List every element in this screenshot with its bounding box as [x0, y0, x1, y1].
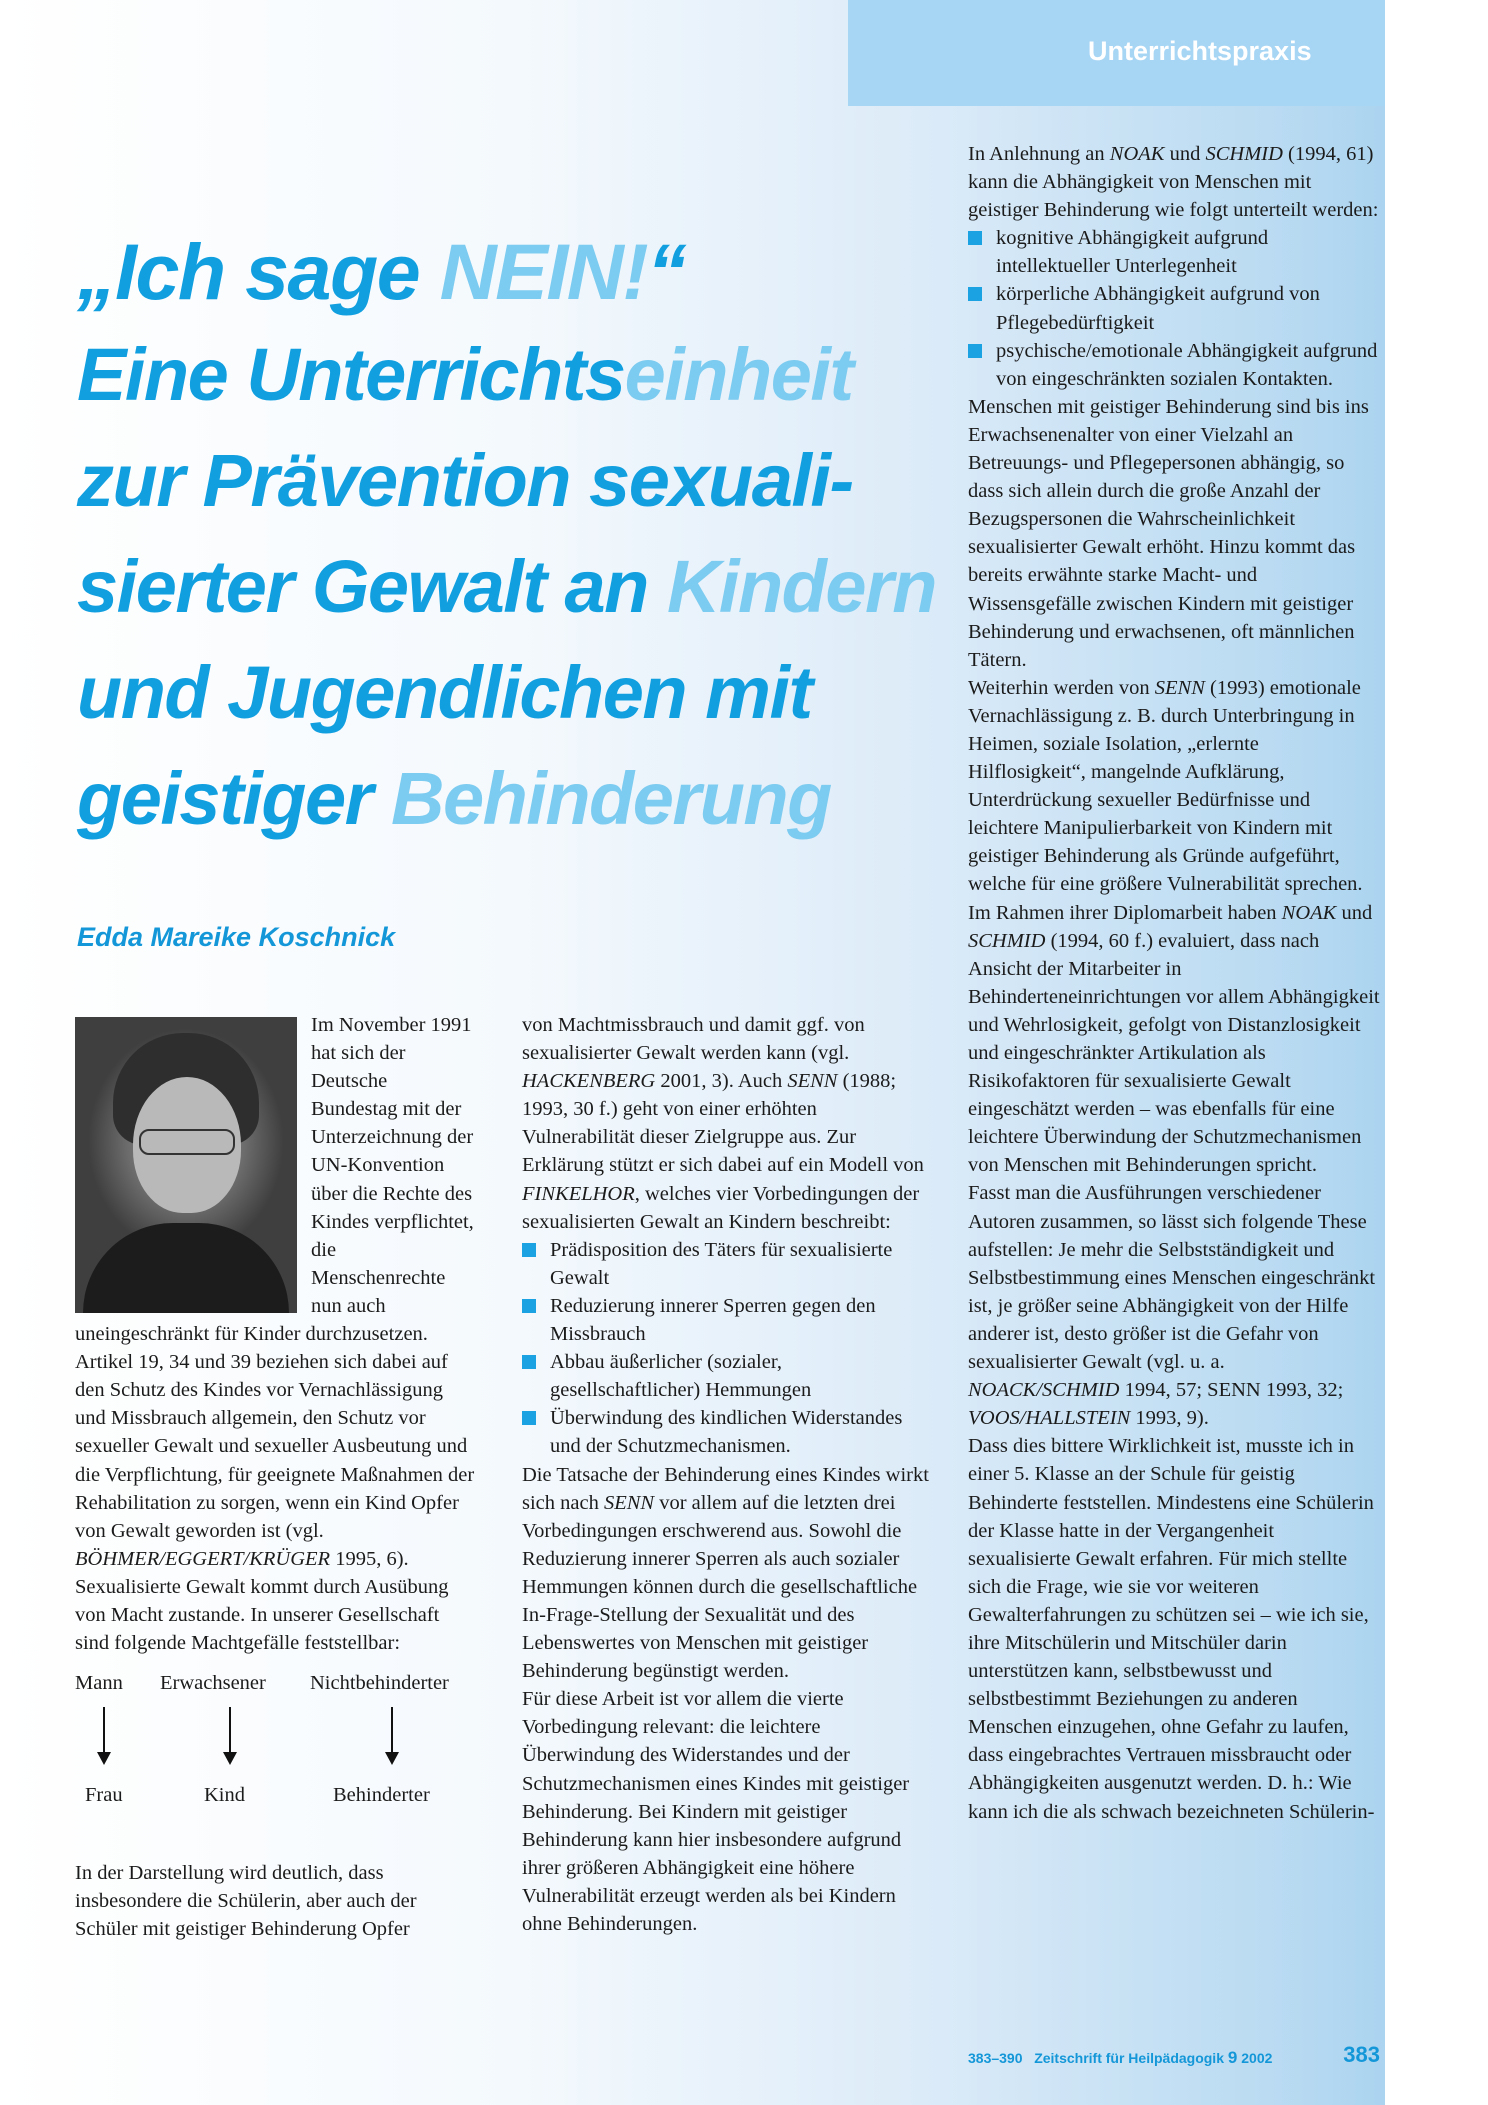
- paragraph: [968, 140, 1380, 224]
- list-item: Reduzierung innerer Sperren gegen den Missbrauch: [522, 1292, 934, 1348]
- section-header: [848, 0, 1385, 106]
- citation: SCHMID: [968, 929, 1046, 952]
- text-run: In Anlehnung an: [968, 143, 1110, 165]
- text-run: (1994, 60 f.) evaluiert, dass nach Ansicht der Mitarbeiter in Behinderteneinrichtungen vor allem Abhängigkeit und Wehrlosigkeit, gefolgt von Distanzlosigkeit und eingeschränkter Artikulation als Risikofaktoren für sexualisierte Gewalt eingeschätzt werden – was ebenfalls für eine leichtere Überwindung der Schutzmechanismen von Menschen mit Behinderungen spricht.: [968, 929, 1380, 1177]
- dependency-list: [968, 224, 1380, 393]
- page-footer: [968, 2042, 1380, 2068]
- citation: NOACK/SCHMID: [968, 1379, 1120, 1402]
- citation: VOOS/HALLSTEIN: [968, 1407, 1131, 1430]
- column-3: [968, 140, 1380, 1826]
- text-run: und: [1164, 143, 1206, 165]
- paragraph: [968, 1179, 1380, 1432]
- citation: FINKELHOR: [522, 1182, 635, 1205]
- title-highlight: Behinderung: [391, 757, 831, 840]
- citation: SENN: [603, 1491, 655, 1514]
- column-1: [75, 1011, 475, 1943]
- paragraph: Menschen mit geistiger Behinderung sind bis ins Erwachsenenalter von einer Vielzahl an Betreuungs- und Pflegepersonen abhängig, so dass sich allein durch die große Anzahl der Bezugspersonen die Wahrscheinlichkeit sexualisierter Gewalt erhöht. Hinzu kommt das bereits erwähnte starke Macht- und Wissensgefälle zwischen Kindern mit geistiger Behinderung und erwachsenen, oft männlichen Tätern.: [968, 395, 1369, 671]
- title-text: sierter Gewalt an: [77, 545, 667, 628]
- list-item: Abbau äußerlicher (sozialer, gesellschaftlicher) Hemmungen: [522, 1348, 934, 1404]
- title-text: „Ich sage: [77, 227, 440, 316]
- citation: BÖHMER/EGGERT/KRÜGER: [75, 1547, 331, 1570]
- list-item: kognitive Abhängigkeit aufgrund intellektueller Unterlegenheit: [968, 224, 1380, 280]
- arrow-down-icon: [229, 1707, 231, 1757]
- title-line-1: [77, 222, 957, 322]
- citation: SENN: [1154, 676, 1205, 699]
- text-run: Die Tatsache der Behinderung eines Kindes wirkt sich nach: [522, 1463, 929, 1514]
- list-item: psychische/emotionale Abhängigkeit aufgrund von eingeschränkten sozialen Kontakten.: [968, 337, 1380, 393]
- paragraph: Dass dies bittere Wirklichkeit ist, musste ich in einer 5. Klasse an der Schule für geistig Behinderte feststellen. Mindestens eine Schülerin der Klasse hatte in der Vergangenheit sexualisierte Gewalt erfahren. Für mich stellte sich die Frage, wie sie vor weiteren Gewalterfahrungen zu schützen sei – wie ich sie, ihre Mitschülerin und Mitschüler darin unterstützen kann, selbstbewusst und selbstbestimmt Beziehungen zu anderen Menschen einzugehen, ohne Gefahr zu laufen, dass eingebrachtes Vertrauen missbraucht oder Abhängigkeiten ausgenutzt werden. D. h.: Wie kann ich die als schwach bezeichneten Schülerin-: [968, 1435, 1375, 1823]
- text-run: Weiterhin werden von: [968, 676, 1155, 699]
- diagram-label-top: Mann: [75, 1672, 123, 1695]
- diagram-label-top: Nichtbehinderter: [310, 1672, 449, 1695]
- title-text: Eine Unterrichts: [77, 333, 625, 416]
- author-photo: [75, 1017, 297, 1313]
- power-gradient-diagram: [75, 1669, 475, 1849]
- page-number: 383: [1343, 2042, 1380, 2067]
- arrow-down-icon: [391, 1707, 393, 1757]
- author-name: Edda Mareike Koschnick: [77, 922, 396, 952]
- citation: NOAK: [1109, 143, 1165, 165]
- article-title: [77, 222, 957, 852]
- text-run: vor allem auf die letzten drei Vorbedingungen erschwerend aus. Sowohl die Reduzierung innerer Sperren als auch sozialer Hemmungen können durch die gesellschaftliche In-Frage-Stellung der Sexualität und des Lebenswertes von Menschen mit geistiger Behinderung begünstigt werden.: [522, 1491, 918, 1683]
- text-run: 2001, 3). Auch: [655, 1070, 788, 1093]
- title-highlight: einheit: [624, 333, 853, 416]
- text-run: , welches vier Vorbedingungen der sexualisierten Gewalt an Kindern beschreibt:: [522, 1182, 920, 1233]
- title-text: geistiger: [77, 757, 391, 840]
- text-run: von Machtmissbrauch und damit ggf. von sexualisierter Gewalt werden kann (vgl.: [522, 1014, 865, 1065]
- text-run: 1993, 9).: [1130, 1407, 1209, 1430]
- diagram-label-top: Erwachsener: [160, 1672, 266, 1695]
- title-line-5: und Jugendlichen mit: [77, 651, 812, 734]
- text-run: Im November 1991 hat sich der Deutsche Bundestag mit der Unterzeichnung der UN-Konvention über die Rechte des Kindes verpflichtet, die Menschenrechte nun auch uneingeschränkt für Kinder durchzusetzen. Artikel 19, 34 und 39 beziehen sich dabei auf den Schutz des Kindes vor Vernachlässigung und Missbrauch allgemein, den Schutz vor sexueller Gewalt und sexueller Ausbeutung und die Verpflichtung, für geeignete Maßnahmen der Rehabilitation zu sorgen, wenn ein Kind Opfer von Gewalt geworden ist (vgl.: [75, 1014, 475, 1542]
- title-text: “: [647, 227, 686, 316]
- title-highlight: Kindern: [666, 545, 936, 628]
- paragraph: In der Darstellung wird deutlich, dass insbesondere die Schülerin, aber auch der Schüler mit geistiger Behinderung Opfer: [75, 1862, 417, 1941]
- title-line-4: [77, 534, 957, 640]
- diagram-label-bottom: Behinderter: [333, 1784, 430, 1807]
- citation: SCHMID: [1205, 143, 1283, 165]
- preconditions-list: [522, 1236, 934, 1461]
- photo-glasses: [139, 1129, 235, 1155]
- text-run: und: [1336, 901, 1373, 924]
- section-label: Unterrichtspraxis: [1088, 36, 1312, 66]
- paragraph: Für diese Arbeit ist vor allem die vierte Vorbedingung relevant: die leichtere Überwindung des Widerstandes und der Schutzmechanismen eines Kindes mit geistiger Behinderung. Bei Kindern mit geistiger Behinderung kann hier insbesondere aufgrund ihrer größeren Abhängigkeit eine höhere Vulnerabilität erzeugt werden als bei Kindern ohne Behinderungen.: [522, 1688, 910, 1935]
- text-run: Fasst man die Ausführungen verschiedener Autoren zusammen, so lässt sich folgende These aufstellen: Je mehr die Selbstständigkeit und Selbstbestimmung eines Menschen eingeschränkt ist, je größer seine Abhängigkeit von der Hilfe anderer ist, desto größer ist die Gefahr von sexualisierter Gewalt (vgl. u. a.: [968, 1182, 1376, 1374]
- citation: HACKENBERG: [522, 1070, 656, 1093]
- text-run: (1993) emotionale Vernachlässigung z. B. durch Unterbringung in Heimen, soziale Isolation, „erlernte Hilflosigkeit“, mangelnde Aufklärung, Unterdrückung sexueller Bedürfnisse und leichtere Manipulierbarkeit von Kindern mit geistiger Behinderung als Gründe aufgeführt, welche für eine größere Vulnerabilität sprechen. Im Rahmen ihrer Diplomarbeit haben: [968, 676, 1363, 924]
- paragraph: [522, 1011, 934, 1236]
- list-item: körperliche Abhängigkeit aufgrund von Pflegebedürftigkeit: [968, 280, 1380, 336]
- title-line-6: [77, 746, 957, 852]
- text-run: (1988; 1993, 30 f.) geht von einer erhöhten Vulnerabilität dieser Zielgruppe aus. Zur Erklärung stützt er sich dabei auf ein Modell von: [522, 1070, 924, 1177]
- title-line-3: zur Prävention sexuali-: [77, 439, 853, 522]
- paragraph: [522, 1461, 934, 1686]
- footer-year: 2002: [1241, 2050, 1273, 2066]
- diagram-label-bottom: Kind: [204, 1784, 245, 1807]
- footer-issue: 9: [1227, 2048, 1238, 2067]
- citation: NOAK: [1281, 901, 1337, 924]
- footer-page-range: 383–390: [968, 2050, 1023, 2066]
- list-item: Überwindung des kindlichen Widerstandes und der Schutzmechanismen.: [522, 1404, 934, 1460]
- title-line-2: [77, 322, 957, 428]
- text-run: 1995, 6).: [330, 1547, 409, 1570]
- page-margin-strip: [1385, 0, 1488, 2105]
- arrow-down-icon: [103, 1707, 105, 1757]
- text-run: 1994, 57; SENN 1993, 32;: [1119, 1379, 1344, 1402]
- diagram-label-bottom: Frau: [85, 1784, 123, 1807]
- title-highlight: NEIN!: [439, 227, 648, 316]
- citation: SENN: [787, 1070, 838, 1093]
- paragraph: Sexualisierte Gewalt kommt durch Ausübung von Macht zustande. In unserer Gesellschaft sind folgende Machtgefälle feststellbar:: [75, 1575, 449, 1655]
- text-run: (1994, 61) kann die Abhängigkeit von Menschen mit geistiger Behinderung wie folgt unterteilt werden:: [968, 143, 1379, 222]
- footer-journal: Zeitschrift für Heilpädagogik: [1034, 2050, 1224, 2066]
- paragraph: [968, 674, 1380, 1180]
- photo-body: [83, 1223, 289, 1313]
- list-item: Prädisposition des Täters für sexualisierte Gewalt: [522, 1236, 934, 1292]
- column-2: [522, 1011, 934, 1938]
